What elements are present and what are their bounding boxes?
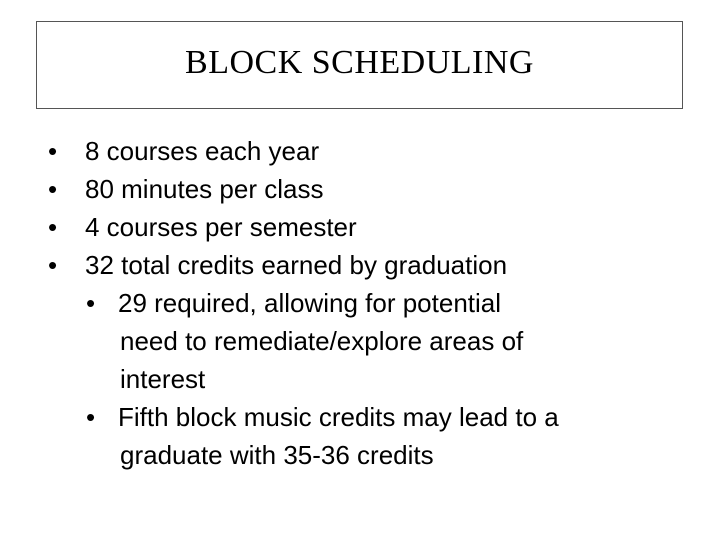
bullet-item	[0, 132, 720, 170]
bullet-text: 80 minutes per class	[85, 174, 324, 204]
sub-bullet-item	[0, 284, 720, 398]
bullet-item	[0, 246, 720, 284]
sub-bullet-line: 29 required, allowing for potential	[118, 288, 502, 318]
sub-bullet-line: interest	[120, 364, 206, 394]
sub-bullet-marker: •	[86, 288, 96, 318]
bullet-item	[0, 170, 720, 208]
bullet-marker: •	[48, 136, 58, 166]
sub-bullet-line: graduate with 35-36 credits	[120, 440, 434, 470]
sub-bullet-item	[0, 398, 720, 474]
sub-bullet-marker: •	[86, 402, 96, 432]
bullet-marker: •	[48, 174, 58, 204]
bullet-text: 4 courses per semester	[85, 212, 357, 242]
title-box	[36, 21, 683, 109]
sub-bullet-line: Fifth block music credits may lead to a	[118, 402, 559, 432]
bullet-marker: •	[48, 212, 58, 242]
bullet-marker: •	[48, 250, 58, 280]
bullet-list	[0, 132, 720, 474]
sub-bullet-line: need to remediate/explore areas of	[120, 326, 524, 356]
bullet-text: 32 total credits earned by graduation	[85, 250, 508, 280]
slide-title: BLOCK SCHEDULING	[185, 44, 534, 81]
bullet-text: 8 courses each year	[85, 136, 320, 166]
bullet-item	[0, 208, 720, 246]
